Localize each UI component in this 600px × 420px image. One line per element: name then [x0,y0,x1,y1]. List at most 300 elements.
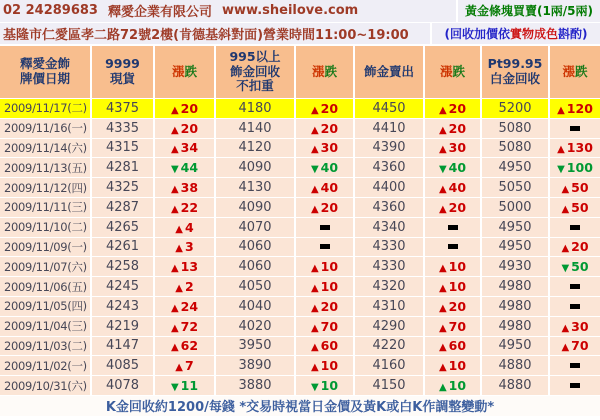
change-cell [155,297,214,316]
change-cell [296,198,353,217]
up-triangle-icon: ▲ [170,203,179,215]
price-cell: 5080 [482,139,548,158]
price-cell: 4340 [355,218,423,237]
up-triangle-icon: ▲ [438,144,447,156]
price-cell: 4060 [216,257,294,276]
table-row [0,337,600,356]
change-value: ▲ 20 [438,199,467,215]
price-cell: 4150 [355,376,423,395]
header-line: Pt99.95 [487,56,543,72]
up-triangle-icon: ▲ [170,144,179,156]
up-triangle-icon: ▲ [438,342,447,354]
rise-label: 漲 [311,63,325,79]
change-value: ▲ 30 [438,140,467,156]
change-value: ▲ 20 [438,120,467,136]
change-value: ▲ 10 [310,279,339,295]
change-cell [296,297,353,316]
no-change-dash [320,244,330,249]
change-value: ▼ 40 [438,160,467,176]
change-value: ▲ 20 [438,298,467,314]
price-cell: 4258 [92,257,153,276]
price-cell: 4140 [216,119,294,138]
up-triangle-icon: ▲ [310,342,319,354]
change-cell [550,376,600,395]
down-triangle-icon: ▼ [170,164,179,176]
change-value: ▼ 10 [310,378,339,394]
table-row [0,317,600,336]
change-cell [155,376,214,395]
up-triangle-icon: ▲ [561,322,570,334]
price-cell: 4219 [92,317,153,336]
change-cell [425,257,480,276]
fall-label: 跌 [324,63,338,79]
change-value: ▲ 60 [310,338,339,354]
price-cell: 4880 [482,356,548,375]
change-value: ▲ 10 [438,279,467,295]
note-suffix: 斟酌) [558,26,588,41]
price-cell: 4070 [216,218,294,237]
change-value: ▲ 50 [561,199,589,215]
table-row [0,356,600,375]
up-triangle-icon: ▲ [170,124,179,136]
price-cell: 4335 [92,119,153,138]
no-change-dash [570,126,580,131]
change-cell [550,238,600,257]
price-cell: 4160 [355,356,423,375]
change-value: ▼ 44 [170,160,199,176]
price-cell: 4315 [92,139,153,158]
change-cell [550,337,600,356]
up-triangle-icon: ▲ [561,243,570,255]
price-cell: 4265 [92,218,153,237]
change-cell [296,119,353,138]
header-line: 現貨 [109,71,135,86]
updown-header-label [172,65,197,80]
price-cell: 4290 [355,317,423,336]
no-change-dash [320,225,330,230]
rise-label: 漲 [439,63,453,79]
table-row [0,257,600,276]
no-change-dash [570,225,580,230]
change-value: ▲ 34 [170,140,199,156]
price-cell: 3950 [216,337,294,356]
column-header-pt [482,46,548,98]
change-value: ▲ 20 [438,100,467,116]
table-row [0,99,600,118]
column-header-chg4 [550,46,600,98]
price-cell: 4320 [355,277,423,296]
change-value: ▲ 7 [175,358,194,374]
up-triangle-icon: ▲ [438,302,447,314]
footer-note: K金回收約1200/每錢 *交易時視當日金價及黃K或白K作調整變動* [105,400,495,416]
change-value: ▲ 70 [438,318,467,334]
price-cell: 4050 [216,277,294,296]
column-header-sell [355,46,423,98]
table-row [0,119,600,138]
price-cell: 3890 [216,356,294,375]
price-cell: 4243 [92,297,153,316]
change-cell [425,158,480,177]
change-value: ▲ 72 [170,318,199,334]
up-triangle-icon: ▲ [310,263,319,275]
change-cell [296,238,353,257]
price-cell: 4980 [482,317,548,336]
updown-header-label [312,65,337,80]
up-triangle-icon: ▲ [175,223,183,235]
website-link[interactable]: www.sheilove.com [222,3,359,19]
change-value: ▲ 20 [170,120,199,136]
down-triangle-icon: ▼ [310,382,319,394]
change-cell [296,277,353,296]
change-cell [155,337,214,356]
change-cell [550,277,600,296]
note-prefix: (回收加價依 [444,26,510,41]
change-cell [155,99,214,118]
change-cell [550,297,600,316]
change-cell [550,317,600,336]
up-triangle-icon: ▲ [438,203,447,215]
change-value: ▲ 20 [310,199,339,215]
change-cell [425,238,480,257]
price-cell: 4245 [92,277,153,296]
change-cell [155,139,214,158]
change-cell [296,376,353,395]
change-cell [425,356,480,375]
table-row [0,218,600,237]
column-header-chg1 [155,46,214,98]
change-value: ▼ 50 [561,259,589,275]
change-cell [296,139,353,158]
up-triangle-icon: ▲ [438,263,447,275]
change-cell [550,119,600,138]
table-row [0,277,600,296]
change-cell [296,317,353,336]
change-cell [155,356,214,375]
change-value: ▲ 24 [170,298,199,314]
up-triangle-icon: ▲ [561,184,570,196]
table-row [0,376,600,395]
table-row [0,297,600,316]
up-triangle-icon: ▲ [557,104,565,116]
top-line-1 [0,0,600,22]
date-cell: 2009/11/12(四) [0,178,90,197]
change-cell [425,297,480,316]
change-value: ▼ 40 [310,160,339,176]
no-change-dash [570,284,580,289]
price-cell: 4980 [482,277,548,296]
header-line: 牌價日期 [19,71,70,86]
change-cell [425,337,480,356]
change-cell [550,99,600,118]
price-cell: 4450 [355,99,423,118]
down-triangle-icon: ▼ [438,164,447,176]
date-cell: 2009/11/07(六) [0,257,90,276]
change-value: ▲ 10 [310,259,339,275]
price-cell: 4090 [216,198,294,217]
price-cell: 4040 [216,297,294,316]
column-header-chg2 [296,46,353,98]
footer [0,396,600,416]
date-cell: 2009/11/14(六) [0,139,90,158]
price-cell: 4950 [482,158,548,177]
change-cell [550,158,600,177]
change-cell [155,317,214,336]
change-value: ▲ 130 [557,140,593,156]
up-triangle-icon: ▲ [310,322,319,334]
change-cell [296,178,353,197]
price-cell: 3880 [216,376,294,395]
gold-bar-title: 黃金條塊買賣(1兩/5兩) [464,4,594,19]
change-value: ▲ 20 [310,298,339,314]
price-cell: 4950 [482,238,548,257]
change-cell [155,238,214,257]
company-name: 釋愛企業有限公司 [107,5,212,21]
price-cell: 4330 [355,238,423,257]
price-cell: 4950 [482,218,548,237]
change-cell [550,198,600,217]
price-cell: 4020 [216,317,294,336]
change-value: ▲ 40 [438,180,467,196]
up-triangle-icon: ▲ [170,184,179,196]
price-cell: 4400 [355,178,423,197]
up-triangle-icon: ▲ [438,184,447,196]
header-line: 飾金回收 [229,63,280,79]
table-row [0,178,600,197]
no-change-dash [448,244,458,249]
header-line: 9999 [105,56,140,72]
updown-header-label [440,65,465,80]
price-cell: 4180 [216,99,294,118]
price-cell: 4375 [92,99,153,118]
price-cell: 4880 [482,376,548,395]
down-triangle-icon: ▼ [557,164,565,176]
date-cell: 2009/11/10(二) [0,218,90,237]
column-header-spot [92,46,153,98]
no-change-dash [570,304,580,309]
change-cell [155,178,214,197]
change-value: ▲ 20 [170,100,199,116]
price-cell: 4120 [216,139,294,158]
column-header-buy [216,46,294,98]
price-cell: 4130 [216,178,294,197]
date-cell: 2009/11/05(四) [0,297,90,316]
change-value: ▲ 38 [170,180,199,196]
price-cell: 4360 [355,198,423,217]
table-row [0,139,600,158]
column-header-date [0,46,90,98]
change-value: ▲ 20 [310,120,339,136]
up-triangle-icon: ▲ [170,302,179,314]
change-cell [550,257,600,276]
change-value: ▲ 70 [561,338,589,354]
change-value: ▲ 60 [438,338,467,354]
price-cell: 5000 [482,198,548,217]
change-value: ▲ 22 [170,199,199,215]
price-cell: 4330 [355,257,423,276]
change-value: ▲ 40 [310,180,339,196]
change-cell [550,139,600,158]
header-line: 飾金賣出 [363,63,414,79]
price-cell: 4325 [92,178,153,197]
up-triangle-icon: ▲ [557,144,565,156]
change-value: ▲ 62 [170,338,199,354]
recycle-note-cell [432,23,600,45]
change-cell [425,198,480,217]
price-cell: 4287 [92,198,153,217]
date-cell: 2009/10/31(六) [0,376,90,395]
change-cell [296,218,353,237]
up-triangle-icon: ▲ [175,283,183,295]
change-cell [296,99,353,118]
up-triangle-icon: ▲ [438,283,447,295]
fall-label: 跌 [184,63,198,79]
price-cell: 4147 [92,337,153,356]
up-triangle-icon: ▲ [438,362,447,374]
change-cell [425,317,480,336]
change-value: ▲ 4 [175,219,194,235]
up-triangle-icon: ▲ [438,382,447,394]
rise-label: 漲 [562,63,575,79]
fall-label: 跌 [452,63,466,79]
change-value: ▲ 30 [310,140,339,156]
header-line: 釋愛金飾 [19,56,70,72]
price-cell: 4085 [92,356,153,375]
date-cell: 2009/11/13(五) [0,158,90,177]
table-row [0,158,600,177]
up-triangle-icon: ▲ [438,322,447,334]
table-row [0,198,600,217]
price-cell: 4980 [482,297,548,316]
date-cell: 2009/11/09(一) [0,238,90,257]
down-triangle-icon: ▼ [561,263,570,275]
recycle-note [444,25,587,42]
change-value: ▲ 2 [175,279,194,295]
change-cell [296,356,353,375]
date-cell: 2009/11/04(三) [0,317,90,336]
up-triangle-icon: ▲ [310,362,319,374]
no-change-dash [570,363,580,368]
header-line: 白金回收 [489,71,540,86]
top-info-bar [0,0,600,44]
price-cell: 4060 [216,238,294,257]
change-value: ▲ 10 [310,358,339,374]
change-cell [425,139,480,158]
change-cell [550,218,600,237]
date-cell: 2009/11/17(二) [0,99,90,118]
change-cell [296,158,353,177]
address-cell [0,23,430,45]
no-change-dash [570,383,580,388]
down-triangle-icon: ▼ [310,164,319,176]
up-triangle-icon: ▲ [175,243,183,255]
price-cell: 4090 [216,158,294,177]
change-cell [155,277,214,296]
up-triangle-icon: ▲ [310,203,319,215]
rise-label: 漲 [171,63,185,79]
up-triangle-icon: ▲ [175,362,183,374]
up-triangle-icon: ▲ [438,104,447,116]
price-cell: 5080 [482,119,548,138]
change-cell [425,218,480,237]
no-change-dash [448,225,458,230]
price-cell: 5050 [482,178,548,197]
gold-bar-title-cell [458,0,600,22]
change-cell [296,257,353,276]
up-triangle-icon: ▲ [561,342,570,354]
date-cell: 2009/11/02(一) [0,356,90,375]
up-triangle-icon: ▲ [170,263,179,275]
price-cell: 4281 [92,158,153,177]
change-cell [155,158,214,177]
change-cell [155,257,214,276]
change-value: ▲ 20 [561,239,589,255]
up-triangle-icon: ▲ [310,124,319,136]
change-value: ▲ 20 [310,100,339,116]
change-value: ▲ 13 [170,259,199,275]
company-info-cell [0,0,456,22]
price-cell: 4390 [355,139,423,158]
change-value: ▲ 10 [438,259,467,275]
up-triangle-icon: ▲ [310,104,319,116]
price-cell: 4078 [92,376,153,395]
down-triangle-icon: ▼ [170,382,179,394]
change-value: ▲ 10 [438,358,467,374]
price-cell: 4950 [482,337,548,356]
change-value: ▲ 50 [561,180,589,196]
up-triangle-icon: ▲ [438,124,447,136]
price-cell: 4360 [355,158,423,177]
header-line: 995以上 [229,48,281,64]
change-value: ▲ 3 [175,239,194,255]
change-cell [425,119,480,138]
change-cell [155,218,214,237]
price-cell: 4930 [482,257,548,276]
price-cell: 4261 [92,238,153,257]
price-cell: 5200 [482,99,548,118]
change-value: ▲ 120 [557,100,593,116]
date-cell: 2009/11/16(一) [0,119,90,138]
change-cell [425,376,480,395]
change-cell [425,277,480,296]
table-header-row [0,46,600,98]
change-value: ▼ 11 [170,378,199,394]
change-value: ▲ 30 [561,318,589,334]
up-triangle-icon: ▲ [310,144,319,156]
up-triangle-icon: ▲ [310,184,319,196]
change-value: ▼ 100 [557,160,593,176]
fall-label: 跌 [575,63,588,79]
up-triangle-icon: ▲ [170,322,179,334]
change-value: ▲ 70 [310,318,339,334]
change-cell [550,178,600,197]
up-triangle-icon: ▲ [310,283,319,295]
top-line-2 [0,23,600,45]
note-highlight: 實物成色 [509,26,558,41]
updown-header-label [562,65,587,80]
phone-number: 02 24289683 [3,3,98,19]
header-line: 不扣重 [236,78,274,94]
date-cell: 2009/11/03(二) [0,337,90,356]
address-text: 基隆市仁愛區孝二路72號2樓(肯德基斜對面)營業時間11:00~19:00 [3,27,409,43]
price-cell: 4310 [355,297,423,316]
column-header-chg3 [425,46,480,98]
change-cell [425,99,480,118]
date-cell: 2009/11/06(五) [0,277,90,296]
change-cell [550,356,600,375]
change-cell [425,178,480,197]
up-triangle-icon: ▲ [170,104,179,116]
table-row [0,238,600,257]
